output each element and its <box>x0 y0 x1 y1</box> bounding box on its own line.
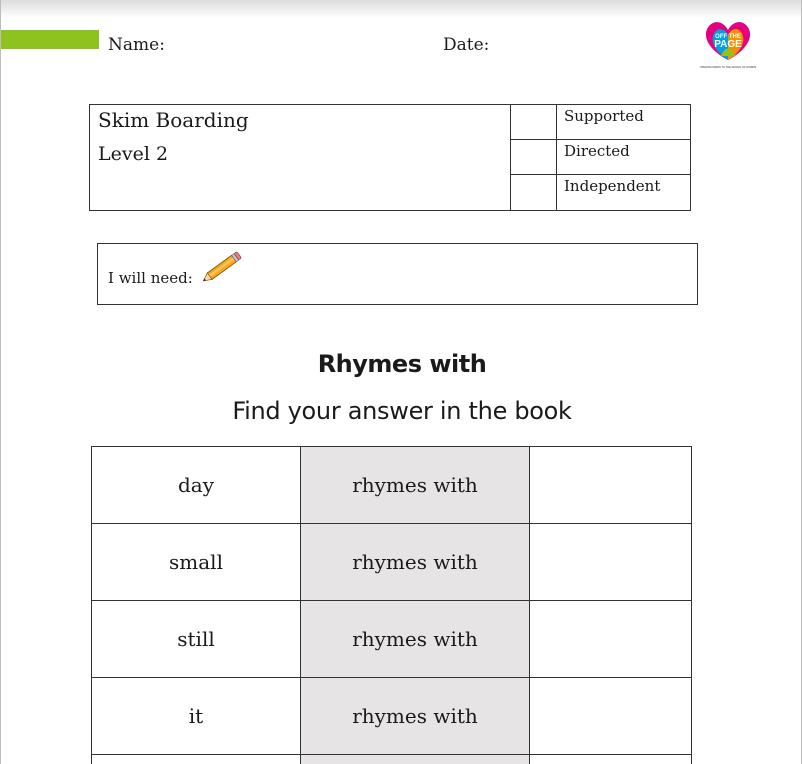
word-cell: small <box>92 524 301 601</box>
table-row <box>92 678 692 755</box>
materials-box <box>97 243 698 305</box>
word-cell: still <box>92 601 301 678</box>
directed-checkbox-cell[interactable] <box>510 140 557 175</box>
off-the-page-logo <box>699 16 757 78</box>
independent-checkbox-cell[interactable] <box>510 175 557 210</box>
accent-bar <box>1 30 99 49</box>
pencil-icon <box>198 250 244 286</box>
connector-cell: rhymes with <box>301 524 530 601</box>
answer-cell[interactable] <box>530 601 692 678</box>
task-instruction: Find your answer in the book <box>232 397 572 425</box>
table-row <box>92 524 692 601</box>
connector-cell: rhymes with <box>301 447 530 524</box>
answer-cell[interactable] <box>530 447 692 524</box>
activity-title: Skim Boarding <box>98 108 249 132</box>
supported-label: Supported <box>557 105 691 140</box>
rhymes-table <box>91 446 692 764</box>
task-title: Rhymes with <box>317 350 487 378</box>
logo-text-top: OFF THE <box>715 34 741 40</box>
connector-cell: rhymes with <box>301 678 530 755</box>
date-label: Date: <box>443 35 490 55</box>
activity-title-cell <box>90 105 511 210</box>
directed-label: Directed <box>557 140 691 175</box>
page-top-shadow <box>1 0 801 18</box>
connector-cell: rhymes with <box>301 601 530 678</box>
table-row <box>92 755 692 764</box>
supported-checkbox-cell[interactable] <box>510 105 557 140</box>
table-row <box>92 447 692 524</box>
logo-tagline: OPENING MINDS TO THE WORLD OF WORDS <box>699 66 757 69</box>
name-label: Name: <box>108 35 165 55</box>
logo-text-main: PAGE <box>714 39 742 50</box>
answer-cell[interactable] <box>530 524 692 601</box>
answer-cell[interactable] <box>530 755 692 764</box>
word-cell: it <box>92 678 301 755</box>
connector-cell <box>301 755 530 764</box>
activity-level: Level 2 <box>98 143 169 165</box>
word-cell: day <box>92 447 301 524</box>
answer-cell[interactable] <box>530 678 692 755</box>
table-row <box>92 601 692 678</box>
word-cell <box>92 755 301 764</box>
independent-label: Independent <box>564 177 661 195</box>
materials-label: I will need: <box>108 269 193 287</box>
activity-info-table <box>89 104 691 211</box>
